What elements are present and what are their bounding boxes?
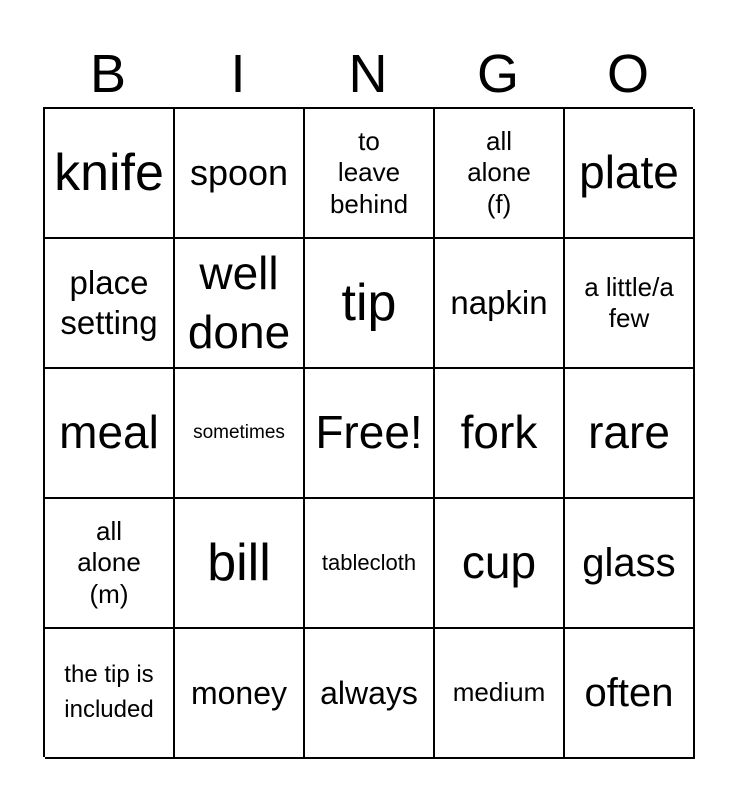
cell-text: rare	[588, 406, 670, 459]
cell-text: all alone (f)	[467, 126, 531, 219]
bingo-cell[interactable]	[565, 109, 695, 239]
bingo-cell[interactable]	[565, 369, 695, 499]
cell-text: all alone (m)	[77, 516, 141, 609]
bingo-cell[interactable]	[45, 109, 175, 239]
cell-text: to leave behind	[329, 126, 409, 219]
cell-text: glass	[582, 541, 676, 585]
bingo-cell[interactable]	[175, 499, 305, 629]
cell-text: fork	[460, 406, 538, 459]
bingo-grid	[43, 107, 693, 757]
bingo-cell[interactable]	[305, 499, 435, 629]
bingo-cell[interactable]	[565, 499, 695, 629]
bingo-cell[interactable]	[435, 629, 565, 759]
cell-text: napkin	[450, 284, 548, 322]
cell-text: often	[584, 671, 674, 715]
bingo-cell[interactable]	[435, 499, 565, 629]
cell-text: bill	[207, 533, 271, 592]
bingo-cell[interactable]	[45, 629, 175, 759]
cell-text: Free!	[315, 406, 423, 459]
bingo-cell[interactable]	[45, 369, 175, 499]
header-letter-o: O	[606, 44, 649, 104]
bingo-cell[interactable]	[305, 239, 435, 369]
bingo-cell[interactable]	[175, 629, 305, 759]
header-letter-n: N	[348, 44, 388, 104]
cell-text: knife	[54, 143, 164, 202]
cell-text: money	[190, 674, 288, 711]
bingo-cell[interactable]	[565, 239, 695, 369]
cell-text: spoon	[189, 152, 289, 194]
bingo-cell[interactable]	[565, 629, 695, 759]
bingo-cell[interactable]	[305, 109, 435, 239]
bingo-cell[interactable]	[175, 239, 305, 369]
cell-text: plate	[579, 146, 679, 199]
cell-text: meal	[59, 406, 159, 459]
bingo-cell[interactable]	[305, 369, 435, 499]
bingo-cell[interactable]	[175, 109, 305, 239]
cell-text: place setting	[60, 264, 158, 341]
bingo-cell[interactable]	[305, 629, 435, 759]
header-letter-g: G	[476, 44, 519, 104]
cell-text: cup	[461, 536, 537, 589]
bingo-header	[43, 40, 693, 108]
cell-text: always	[320, 674, 418, 711]
bingo-cell[interactable]	[435, 109, 565, 239]
bingo-cell[interactable]	[45, 499, 175, 629]
header-letter-b: B	[89, 44, 127, 104]
cell-text: well done	[187, 247, 291, 358]
bingo-cell[interactable]	[435, 369, 565, 499]
cell-text: tablecloth	[321, 549, 417, 575]
cell-text: tip	[341, 273, 397, 332]
cell-text: sometimes	[193, 421, 285, 443]
bingo-cell[interactable]	[175, 369, 305, 499]
cell-text: the tip is included	[64, 661, 154, 723]
bingo-cell[interactable]	[435, 239, 565, 369]
header-letter-i: I	[230, 44, 246, 104]
cell-text: a little/a few	[584, 271, 674, 333]
bingo-cell[interactable]	[45, 239, 175, 369]
cell-text: medium	[452, 677, 546, 708]
